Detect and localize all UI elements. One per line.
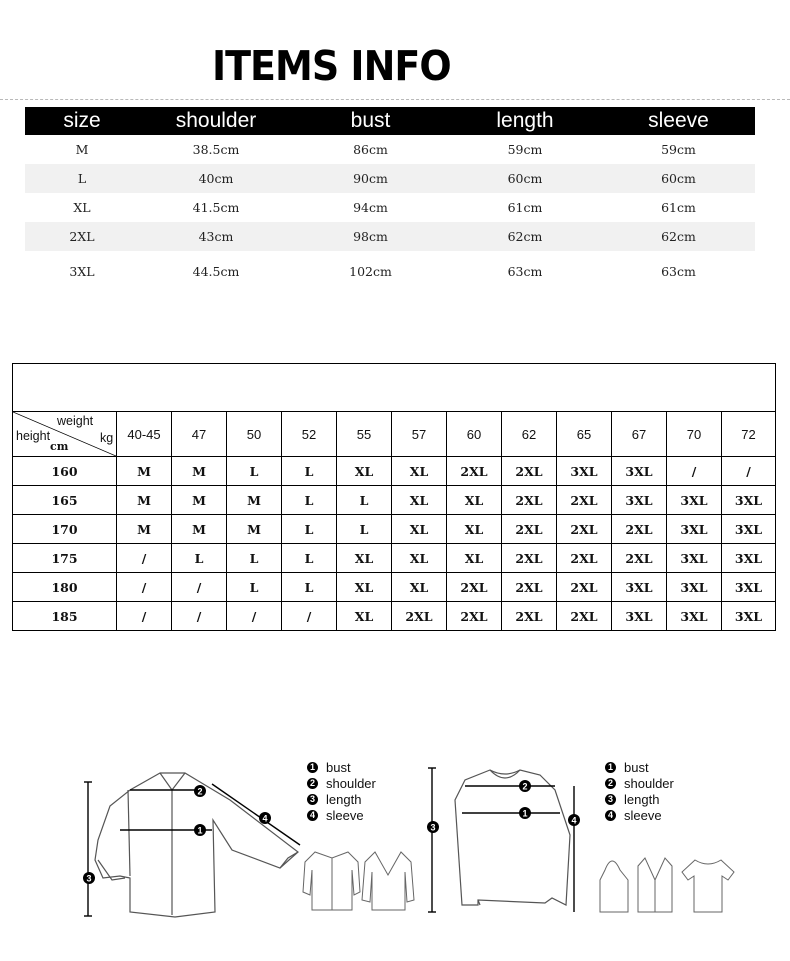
size-cell: XL [392, 486, 447, 515]
size-cell: / [667, 457, 722, 486]
size-cell: 2XL [557, 486, 612, 515]
weight-cell: 70 [667, 412, 722, 457]
height-cell: 165 [13, 486, 117, 515]
size-cell: XL [392, 573, 447, 602]
legend-label: length [624, 791, 660, 807]
size-cell: 3XL [612, 457, 667, 486]
jacket-icons [303, 852, 414, 910]
size-cell: 3XL [722, 515, 776, 544]
header-bust: bust [350, 109, 391, 132]
legend-number: 4 [307, 810, 318, 821]
size-cell: M [117, 486, 172, 515]
cell-shoulder: 44.5cm [192, 263, 240, 279]
size-cell: XL [392, 457, 447, 486]
legend-label: bust [326, 759, 351, 775]
size-cell: / [172, 573, 227, 602]
size-cell: / [172, 602, 227, 631]
size-cell: M [172, 515, 227, 544]
size-cell: M [172, 457, 227, 486]
header-sleeve: sleeve [648, 109, 709, 132]
header-size: size [63, 109, 101, 132]
size-cell: 2XL [502, 544, 557, 573]
cell-length: 60cm [507, 171, 543, 186]
size-cell: XL [392, 515, 447, 544]
legend-label: bust [624, 759, 649, 775]
size-cell: L [227, 573, 282, 602]
legend-number: 1 [605, 762, 616, 773]
size-cell: XL [392, 544, 447, 573]
size-cell: 3XL [722, 486, 776, 515]
corner-weight-label: weight [57, 414, 94, 428]
size-cell: XL [447, 544, 502, 573]
legend-number: 2 [605, 778, 616, 789]
size-cell: 2XL [557, 544, 612, 573]
size-cell: L [172, 544, 227, 573]
legend-label: sleeve [326, 807, 364, 823]
legend-number: 2 [307, 778, 318, 789]
svg-text:1: 1 [522, 808, 528, 819]
height-cell: 180 [13, 573, 117, 602]
size-cell: 3XL [667, 515, 722, 544]
legend-item [605, 807, 674, 823]
legend-item [307, 807, 376, 823]
legend-number: 3 [605, 794, 616, 805]
legend-item [605, 791, 674, 807]
corner-kg-label: kg [100, 431, 114, 445]
weight-cell: 55 [337, 412, 392, 457]
size-cell: M [117, 457, 172, 486]
legend-item [605, 759, 674, 775]
cell-sleeve: 59cm [661, 142, 696, 157]
size-cell: L [227, 457, 282, 486]
corner-cm-label: cm [50, 440, 69, 453]
cell-bust: 94cm [353, 200, 388, 215]
cell-shoulder: 41.5cm [192, 200, 240, 215]
size-cell: L [282, 573, 337, 602]
svg-text:1: 1 [197, 825, 203, 836]
size-cell: L [282, 544, 337, 573]
size-cell: / [282, 602, 337, 631]
size-cell: 2XL [502, 486, 557, 515]
legend-left [307, 759, 376, 823]
height-cell: 160 [13, 457, 117, 486]
cell-sleeve: 62cm [661, 229, 696, 244]
size-cell: L [282, 515, 337, 544]
size-cell: L [337, 486, 392, 515]
cell-shoulder: 43cm [198, 229, 234, 244]
size-cell: M [117, 515, 172, 544]
size-cell: 2XL [502, 602, 557, 631]
size-cell: L [282, 457, 337, 486]
size-cell: 2XL [447, 457, 502, 486]
cell-size: M [75, 142, 89, 157]
size-cell: 2XL [557, 602, 612, 631]
cell-length: 63cm [507, 263, 543, 279]
size-cell: / [117, 544, 172, 573]
cell-shoulder: 40cm [198, 171, 234, 186]
weight-cell: 67 [612, 412, 667, 457]
size-cell: 2XL [612, 515, 667, 544]
height-cell: 185 [13, 602, 117, 631]
weight-cell: 40-45 [117, 412, 172, 457]
weight-cell: 47 [172, 412, 227, 457]
size-cell: / [722, 457, 776, 486]
size-cell: M [227, 486, 282, 515]
legend-number: 1 [307, 762, 318, 773]
legend-item [307, 775, 376, 791]
svg-text:4: 4 [571, 815, 577, 826]
size-cell: 2XL [447, 573, 502, 602]
header-shoulder: shoulder [175, 109, 257, 132]
weight-cell: 60 [447, 412, 502, 457]
size-cell: 3XL [557, 457, 612, 486]
size-cell: 3XL [722, 602, 776, 631]
cell-sleeve: 61cm [661, 200, 696, 215]
size-cell: / [117, 573, 172, 602]
size-cell: / [117, 602, 172, 631]
size-cell: L [282, 486, 337, 515]
size-cell: 2XL [502, 515, 557, 544]
size-cell: L [337, 515, 392, 544]
legend-label: length [326, 791, 362, 807]
legend-number: 4 [605, 810, 616, 821]
size-cell: XL [447, 515, 502, 544]
svg-text:2: 2 [522, 781, 528, 792]
size-cell: 2XL [557, 515, 612, 544]
shirt-markers [83, 785, 271, 884]
cell-length: 61cm [507, 200, 543, 215]
size-cell: 3XL [667, 544, 722, 573]
page-title: ITEMS INFO [212, 42, 451, 90]
size-cell: 2XL [502, 573, 557, 602]
legend-item [605, 775, 674, 791]
cell-bust: 86cm [353, 142, 388, 157]
weight-cell: 57 [392, 412, 447, 457]
height-cell: 170 [13, 515, 117, 544]
legend-item [307, 791, 376, 807]
size-cell: 2XL [612, 544, 667, 573]
size-cell: XL [337, 602, 392, 631]
size-cell: 3XL [667, 602, 722, 631]
weight-cell: 52 [282, 412, 337, 457]
size-cell: 3XL [667, 573, 722, 602]
size-cell: L [227, 544, 282, 573]
svg-text:2: 2 [197, 786, 203, 797]
weight-cell: 62 [502, 412, 557, 457]
svg-text:3: 3 [430, 822, 436, 833]
legend-label: shoulder [326, 775, 376, 791]
cell-sleeve: 60cm [661, 171, 696, 186]
size-cell: 3XL [722, 573, 776, 602]
size-cell: XL [337, 573, 392, 602]
shirt-measure-lines [84, 782, 300, 916]
size-cell: 2XL [392, 602, 447, 631]
cell-size: 3XL [69, 263, 95, 279]
legend-label: sleeve [624, 807, 662, 823]
size-cell: 3XL [612, 573, 667, 602]
cell-bust: 98cm [353, 229, 388, 244]
top-icons [600, 858, 734, 912]
sweater-markers [427, 780, 580, 833]
cell-size: XL [73, 200, 91, 215]
cell-size: L [77, 171, 87, 186]
size-cell: / [227, 602, 282, 631]
size-cell: 2XL [502, 457, 557, 486]
legend-right [605, 759, 674, 823]
cell-bust: 90cm [353, 171, 388, 186]
size-cell: 3XL [612, 602, 667, 631]
svg-text:3: 3 [86, 873, 92, 884]
cell-bust: 102cm [349, 263, 392, 279]
height-cell: 175 [13, 544, 117, 573]
size-cell: 3XL [612, 486, 667, 515]
svg-text:4: 4 [262, 813, 268, 824]
size-cell: XL [447, 486, 502, 515]
size-cell: M [172, 486, 227, 515]
weight-cell: 65 [557, 412, 612, 457]
size-cell: 3XL [667, 486, 722, 515]
cell-length: 62cm [507, 229, 543, 244]
sweater-illustration [455, 770, 570, 905]
sweater-measure-lines [428, 768, 577, 912]
weight-cell: 72 [722, 412, 776, 457]
size-cell: 2XL [557, 573, 612, 602]
legend-label: shoulder [624, 775, 674, 791]
cell-size: 2XL [69, 229, 95, 244]
corner-height-label: height [16, 429, 51, 443]
size-cell: 2XL [447, 602, 502, 631]
size-cell: 3XL [722, 544, 776, 573]
legend-item [307, 759, 376, 775]
size-cell: XL [337, 457, 392, 486]
size-cell: XL [337, 544, 392, 573]
cell-shoulder: 38.5cm [192, 142, 240, 157]
header-length: length [496, 109, 554, 132]
cell-sleeve: 63cm [661, 263, 696, 279]
weight-cell: 50 [227, 412, 282, 457]
cell-length: 59cm [507, 142, 543, 157]
size-cell: M [227, 515, 282, 544]
legend-number: 3 [307, 794, 318, 805]
